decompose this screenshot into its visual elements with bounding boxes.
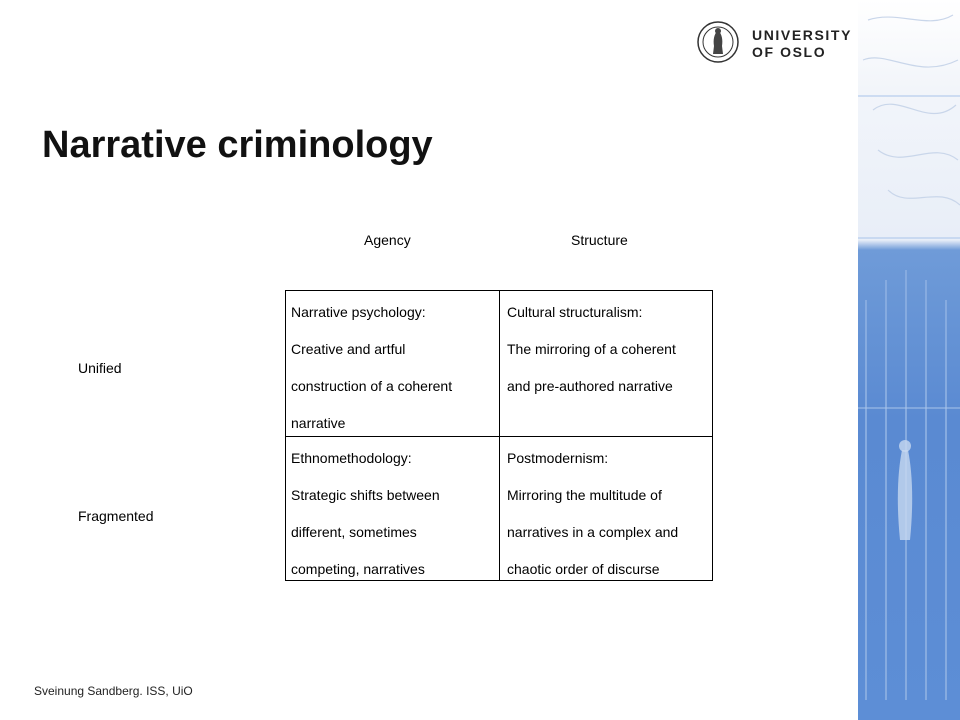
cell-line: Creative and artful	[291, 341, 406, 357]
university-logo	[696, 20, 853, 68]
cell-fragmented-structure	[507, 440, 678, 588]
cell-line: Mirroring the multitude of	[507, 487, 662, 503]
sculpture-illustration	[858, 0, 960, 720]
footer-credit: Sveinung Sandberg. ISS, UiO	[34, 684, 193, 698]
cell-fragmented-agency	[291, 440, 440, 588]
cell-line: construction of a coherent	[291, 378, 453, 394]
cell-line: different, sometimes	[291, 524, 417, 540]
cell-line: competing, narratives	[291, 561, 425, 577]
university-seal-icon	[696, 20, 740, 64]
university-name-line2: OF OSLO	[752, 44, 827, 60]
cell-line: Cultural structuralism:	[507, 304, 643, 320]
cell-line: Ethnomethodology:	[291, 450, 412, 466]
cell-unified-agency	[291, 294, 452, 442]
cell-line: Narrative psychology:	[291, 304, 426, 320]
cell-line: chaotic order of discurse	[507, 561, 660, 577]
university-name	[752, 27, 852, 61]
cell-line: narratives in a complex and	[507, 524, 679, 540]
column-header-agency: Agency	[364, 232, 411, 248]
cell-unified-structure	[507, 294, 676, 405]
university-name-line1: UNIVERSITY	[752, 27, 853, 43]
cell-line: The mirroring of a coherent	[507, 341, 676, 357]
cell-line: and pre-authored narrative	[507, 378, 673, 394]
column-header-structure: Structure	[571, 232, 628, 248]
row-header-fragmented: Fragmented	[78, 508, 154, 524]
slide-title: Narrative criminology	[42, 124, 433, 166]
decorative-side-band	[858, 0, 960, 720]
row-header-unified: Unified	[78, 360, 122, 376]
cell-line: Postmodernism:	[507, 450, 609, 466]
narrative-table	[285, 290, 713, 581]
cell-line: Strategic shifts between	[291, 487, 440, 503]
cell-line: narrative	[291, 415, 346, 431]
